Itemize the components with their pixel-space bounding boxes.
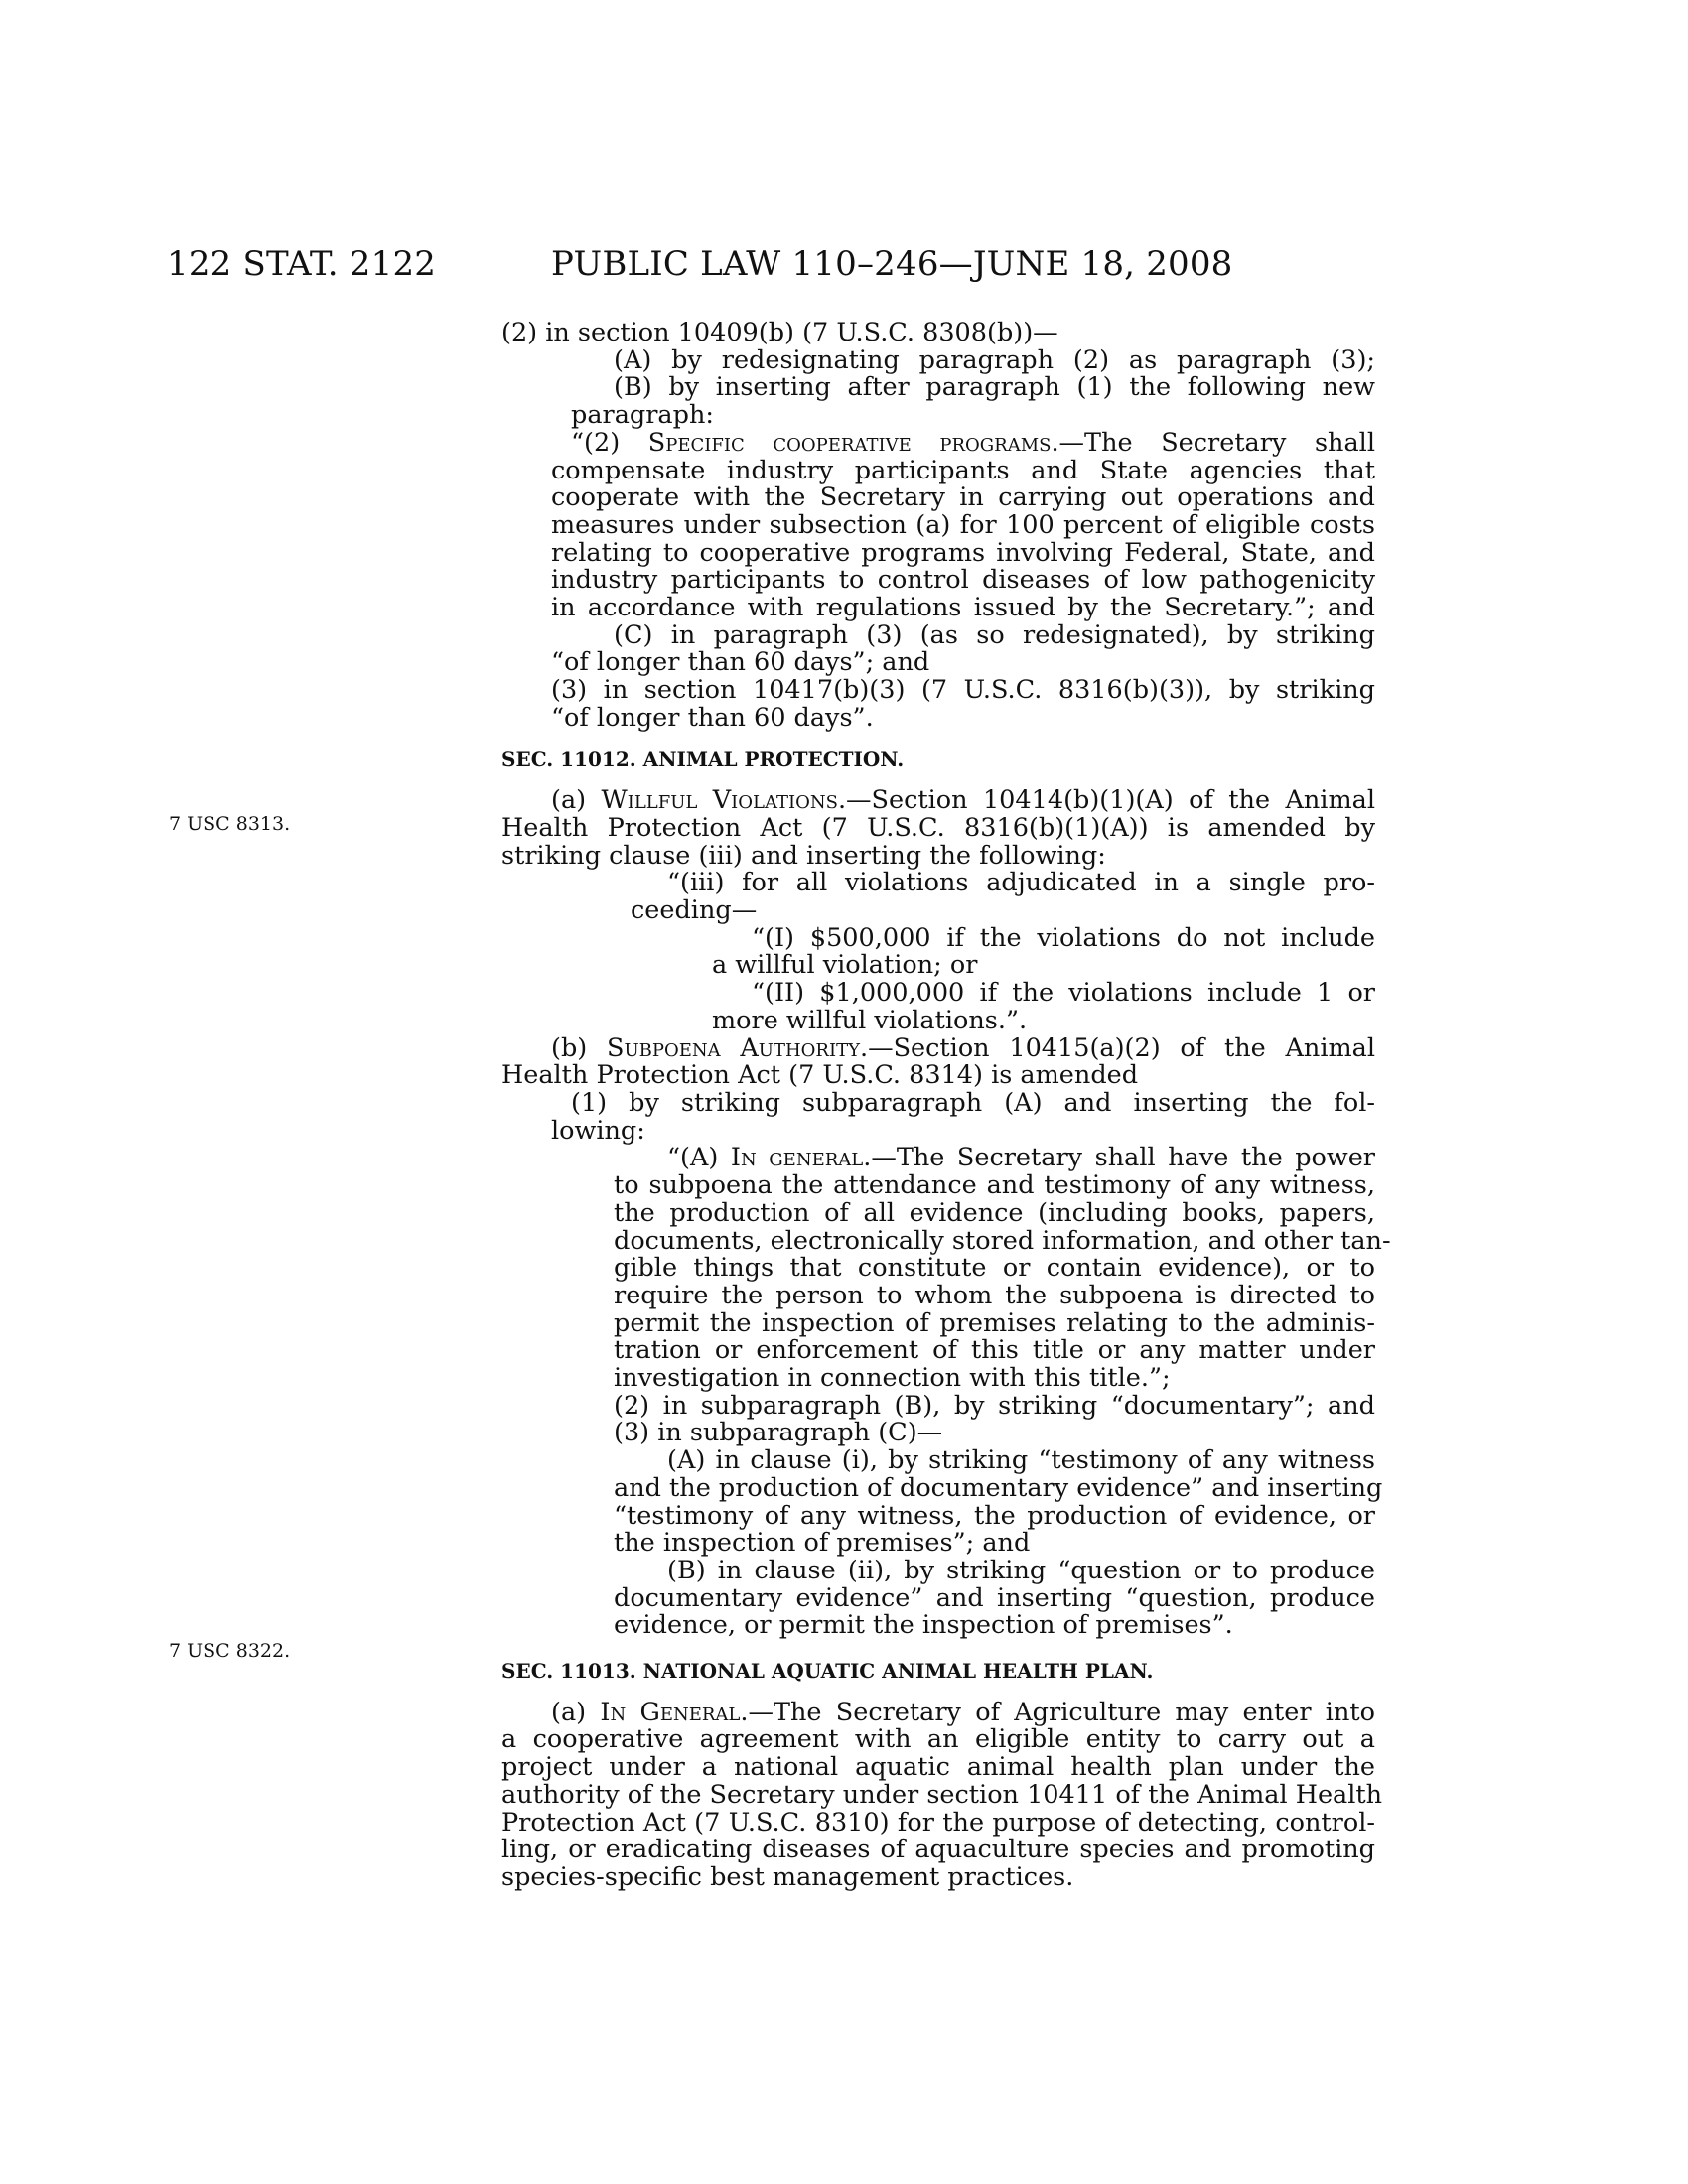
text-line: documents, electronically stored information, and other tan- [614, 1225, 1391, 1256]
subsection-heading: (a) In General.—The Secretary of Agriculture may enter into [551, 1697, 1375, 1727]
text-line: authority of the Secretary under section 10411 of the Animal Health [501, 1779, 1383, 1810]
text-line: industry participants to control diseases of low pathogenicity [551, 565, 1375, 596]
text-line: (2) in section 10409(b) (7 U.S.C. 8308(b))— [501, 318, 1058, 347]
page-reference: 122 STAT. 2122 [167, 244, 437, 284]
text-line: cooperate with the Secretary in carrying out operations and [551, 482, 1375, 513]
text-line: require the person to whom the subpoena is directed to [614, 1280, 1375, 1310]
text-line: and the production of documentary evidence” and inserting [614, 1472, 1383, 1503]
text-line: “(iii) for all violations adjudicated in a single pro- [667, 868, 1375, 898]
text-line: measures under subsection (a) for 100 percent of eligible costs [551, 509, 1375, 540]
text-line: project under a national aquatic animal health plan under the [501, 1752, 1375, 1783]
text-line: (3) in subparagraph (C)— [614, 1418, 943, 1448]
text-line: “(II) $1,000,000 if the violations include 1 or [752, 978, 1375, 1009]
text-line: the inspection of premises”; and [614, 1528, 1031, 1559]
page-header-title: PUBLIC LAW 110–246—JUNE 18, 2008 [551, 244, 1233, 284]
text-line: (A) by redesignating paragraph (2) as paragraph (3); [614, 344, 1375, 375]
text-line: species-specific best management practices. [501, 1861, 1074, 1892]
text-line: tration or enforcement of this title or any matter under [614, 1335, 1375, 1366]
text-line: (2) in subparagraph (B), by striking “documentary”; and [614, 1390, 1375, 1421]
text-line: “(I) $500,000 if the violations do not include [752, 922, 1375, 953]
subsection-heading: (a) Willful Violations.—Section 10414(b)(1)(A) of the Animal [551, 785, 1375, 816]
text-line: (3) in section 10417(b)(3) (7 U.S.C. 8316(b)(3)), by striking [551, 675, 1375, 706]
text-line: Health Protection Act (7 U.S.C. 8316(b)(1)(A)) is amended by [501, 812, 1375, 843]
margin-note-usc-8322: 7 USC 8322. [169, 1640, 291, 1662]
section-heading-11013: SEC. 11013. NATIONAL AQUATIC ANIMAL HEALTH PLAN. [501, 1659, 1154, 1684]
text-line: “testimony of any witness, the production of evidence, or [614, 1500, 1375, 1531]
text-line: striking clause (iii) and inserting the following: [501, 840, 1106, 871]
document-body [501, 318, 1391, 1892]
text-line: “of longer than 60 days”; and [551, 647, 930, 678]
text-line: “of longer than 60 days”. [551, 702, 874, 733]
margin-note-usc-8313: 7 USC 8313. [169, 813, 291, 835]
text-line: relating to cooperative programs involving Federal, State, and [551, 537, 1375, 568]
text-line: Protection Act (7 U.S.C. 8310) for the purpose of detecting, control- [501, 1807, 1375, 1838]
text-line: a cooperative agreement with an eligible entity to carry out a [501, 1724, 1375, 1755]
subsection-heading: (b) Subpoena Authority.—Section 10415(a)(2) of the Animal [551, 1032, 1376, 1063]
text-line: ling, or eradicating diseases of aquaculture species and promoting [501, 1835, 1375, 1865]
text-line: Health Protection Act (7 U.S.C. 8314) is amended [501, 1060, 1139, 1091]
text-line: the production of all evidence (including books, papers, [614, 1197, 1375, 1228]
text-line: in accordance with regulations issued by the Secretary.”; and [551, 593, 1375, 623]
text-line: (B) in clause (ii), by striking “question or to produce [667, 1555, 1375, 1585]
text-line: compensate industry participants and State agencies that [551, 455, 1375, 485]
text-line: investigation in connection with this title.”; [614, 1363, 1171, 1394]
section-heading-11012: SEC. 11012. ANIMAL PROTECTION. [501, 747, 905, 771]
text-line: (1) by striking subparagraph (A) and inserting the fol- [571, 1087, 1375, 1118]
text-line: (C) in paragraph (3) (as so redesignated), by striking [614, 619, 1375, 650]
text-line: gible things that constitute or contain evidence), or to [614, 1253, 1375, 1284]
text-line: (B) by inserting after paragraph (1) the following new [614, 372, 1375, 403]
text-line: documentary evidence” and inserting “question, produce [614, 1582, 1375, 1613]
text-line: ceeding— [631, 895, 758, 926]
quoted-paragraph-heading: “(2) Specific cooperative programs.—The Secretary shall [571, 427, 1375, 458]
text-line: a willful violation; or [712, 950, 978, 981]
text-line: paragraph: [571, 400, 714, 431]
text-line: lowing: [551, 1115, 645, 1146]
text-line: evidence, or permit the inspection of premises”. [614, 1610, 1233, 1641]
text-line: to subpoena the attendance and testimony of any witness, [614, 1170, 1375, 1201]
text-line: (A) in clause (i), by striking “testimony of any witness [667, 1445, 1375, 1476]
text-line: more willful violations.”. [712, 1005, 1028, 1035]
quoted-paragraph-heading: “(A) In general.—The Secretary shall have the power [667, 1143, 1375, 1173]
text-line: permit the inspection of premises relating to the adminis- [614, 1307, 1375, 1338]
